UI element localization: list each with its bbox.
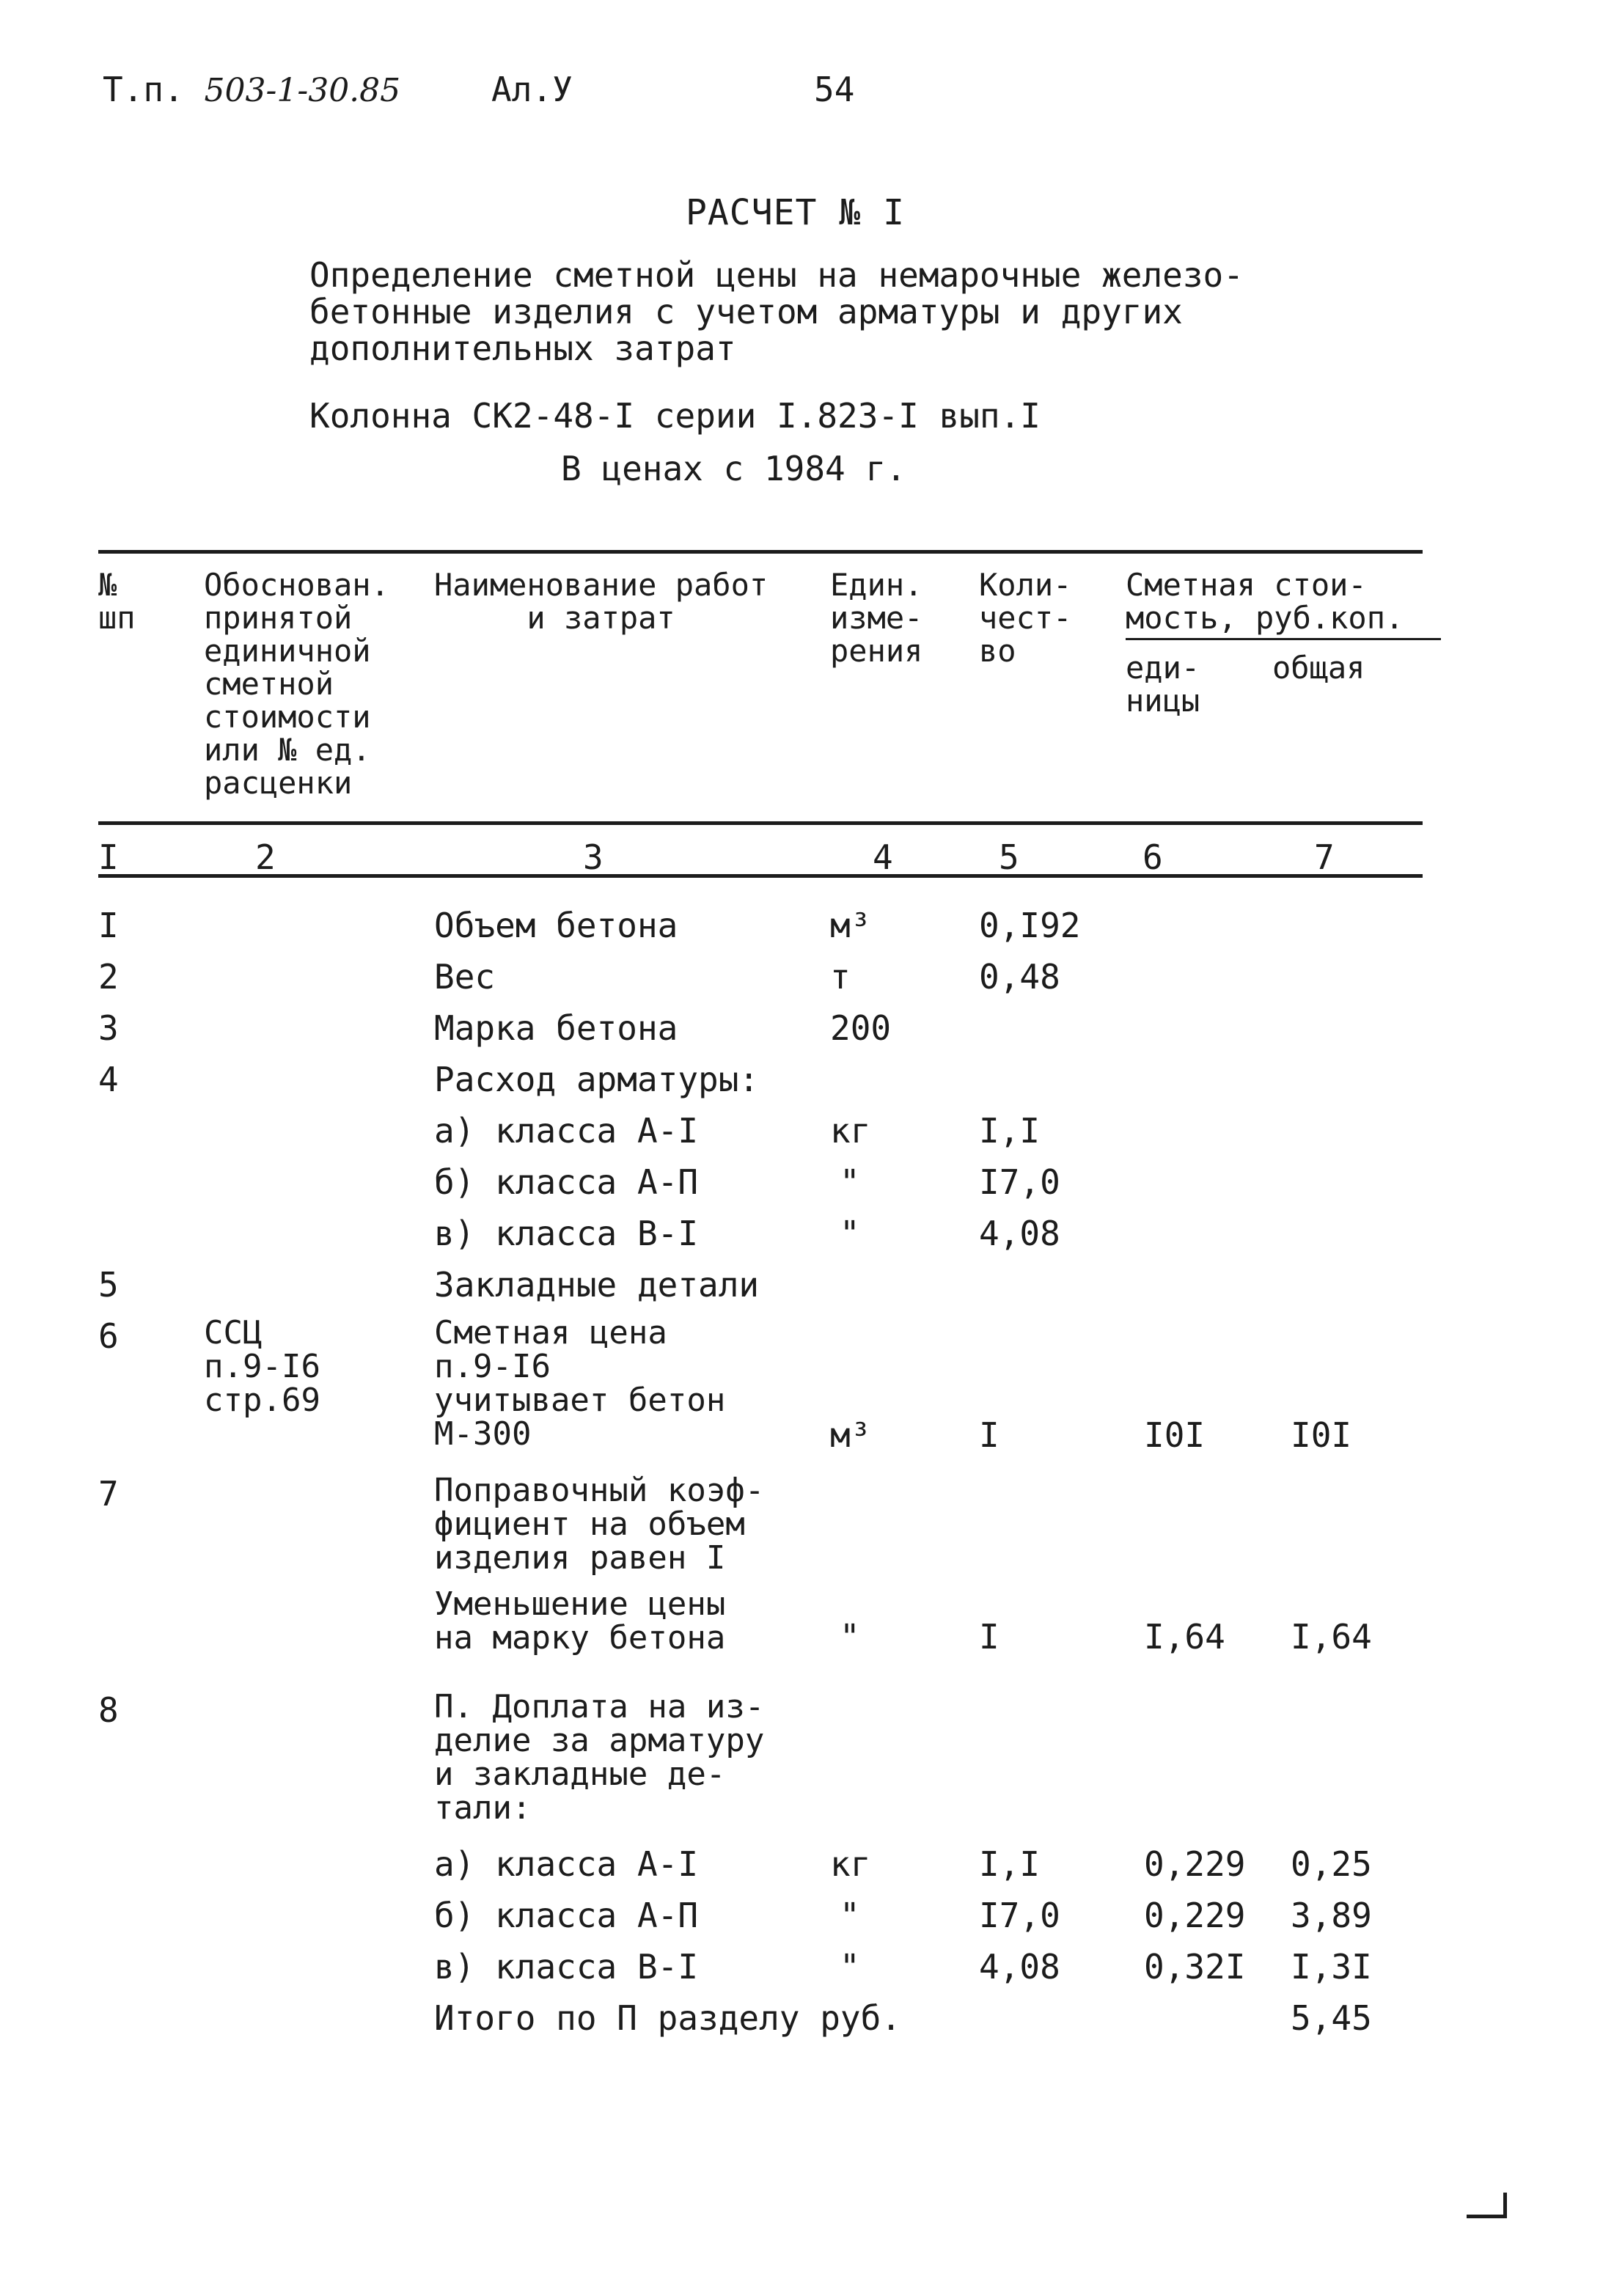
row-4-name: Расход арматуры: [434,1060,760,1099]
column-number-7: 7 [1314,837,1335,877]
row-1-name: Объем бетона [434,906,678,945]
subtotal-label: Итого по П разделу руб. [434,1998,901,2038]
header-no: № шп [98,567,136,636]
row-4c-qty: 4,08 [979,1214,1060,1253]
header-cost: Сметная стои- мость, руб.коп. [1126,567,1404,636]
row-4a-name: а) класса А-I [434,1111,699,1151]
album-label: Ал.У [491,70,573,109]
row-2-qty: 0,48 [979,957,1060,997]
row-1-unit: м³ [830,906,871,945]
column-number-4: 4 [873,837,893,877]
row-8a-total: 0,25 [1291,1844,1372,1884]
row-7b-total: I,64 [1291,1617,1372,1657]
prices-note: В ценах с 1984 г. [561,449,906,488]
column-number-3: 3 [583,837,604,877]
row-7-no: 7 [98,1474,119,1514]
header-cost-total: общая [1272,650,1365,686]
header-basis: Обоснован. принятой единичной сметной стоимости или № ед. расценки [204,567,389,801]
row-2-no: 2 [98,957,119,997]
header-qty: Коли- чест- во [979,567,1072,669]
row-7b-qty: I [979,1617,999,1657]
subtotal-value: 5,45 [1291,1998,1372,2038]
row-8c-qty: 4,08 [979,1947,1060,1987]
document-code [103,70,400,109]
row-1-no: I [98,906,119,945]
table-top-rule [98,550,1423,554]
column-number-2: 2 [255,837,276,877]
row-6-qty: I [979,1415,999,1455]
row-8a-unit-cost: 0,229 [1144,1844,1246,1884]
column-number-6: 6 [1142,837,1163,877]
row-6-name: Сметная цена п.9-I6 учитывает бетон М-300 [434,1314,726,1453]
doc-number: 503-1-30.85 [204,72,401,109]
row-4b-name: б) класса А-П [434,1162,699,1202]
product-name: Колонна СК2-48-I серии I.823-I вып.I [309,396,1041,436]
row-8b-total: 3,89 [1291,1896,1372,1935]
row-8c-unit: " [840,1947,860,1987]
row-8c-unit-cost: 0,32I [1144,1947,1246,1987]
row-7-name: Поправочный коэф- фициент на объем изделия равен I [434,1472,765,1577]
header-name: Наименование работ и затрат [434,567,769,636]
row-6-no: 6 [98,1316,119,1356]
row-8b-unit: " [840,1896,860,1935]
row-7b-name: Уменьшение цены на марку бетона [434,1585,726,1657]
row-2-unit: т [830,957,851,997]
table-header-rule [98,821,1423,825]
row-6-unit-cost: I0I [1144,1415,1206,1455]
row-4b-unit: " [840,1162,860,1202]
row-4-no: 4 [98,1060,119,1099]
row-1-qty: 0,I92 [979,906,1081,945]
document-subtitle: Определение сметной цены на немарочные железо- бетонные изделия с учетом арматуры и других дополнительных затрат [309,255,1244,368]
row-5-name: Закладные детали [434,1265,760,1305]
row-4c-unit: " [840,1214,860,1253]
row-8-no: 8 [98,1690,119,1730]
row-4a-unit: кг [830,1111,871,1151]
row-6-total: I0I [1291,1415,1352,1455]
row-8a-name: а) класса А-I [434,1844,699,1884]
row-5-no: 5 [98,1265,119,1305]
row-4b-qty: I7,0 [979,1162,1060,1202]
page-corner-mark [1467,2193,1507,2218]
row-8c-name: в) класса В-I [434,1947,699,1987]
column-number-1: I [98,837,119,877]
row-3-unit: 200 [830,1008,892,1048]
row-6-basis: ССЦ п.9-I6 стр.69 [204,1314,320,1419]
row-2-name: Вес [434,957,496,997]
row-6-unit: м³ [830,1415,871,1455]
doc-prefix: Т.п. [103,70,184,109]
row-8b-qty: I7,0 [979,1896,1060,1935]
row-4c-name: в) класса В-I [434,1214,699,1253]
row-3-name: Марка бетона [434,1008,678,1048]
header-cost-underline [1126,638,1441,640]
row-4a-qty: I,I [979,1111,1041,1151]
row-8c-total: I,3I [1291,1947,1372,1987]
header-cost-unit: еди- ницы [1126,650,1200,719]
row-8b-unit-cost: 0,229 [1144,1896,1246,1935]
row-7b-unit: " [840,1617,860,1657]
column-number-5: 5 [999,837,1019,877]
document-title: РАСЧЕТ № I [686,192,905,233]
header-unit: Един. изме- рения [830,567,923,669]
row-8a-qty: I,I [979,1844,1041,1884]
page-number: 54 [814,70,855,109]
row-7b-unit-cost: I,64 [1144,1617,1225,1657]
row-8a-unit: кг [830,1844,871,1884]
row-8b-name: б) класса А-П [434,1896,699,1935]
row-8-name: П. Доплата на из- делие за арматуру и закладные де- тали: [434,1688,765,1827]
row-3-no: 3 [98,1008,119,1048]
table-number-rule [98,874,1423,878]
